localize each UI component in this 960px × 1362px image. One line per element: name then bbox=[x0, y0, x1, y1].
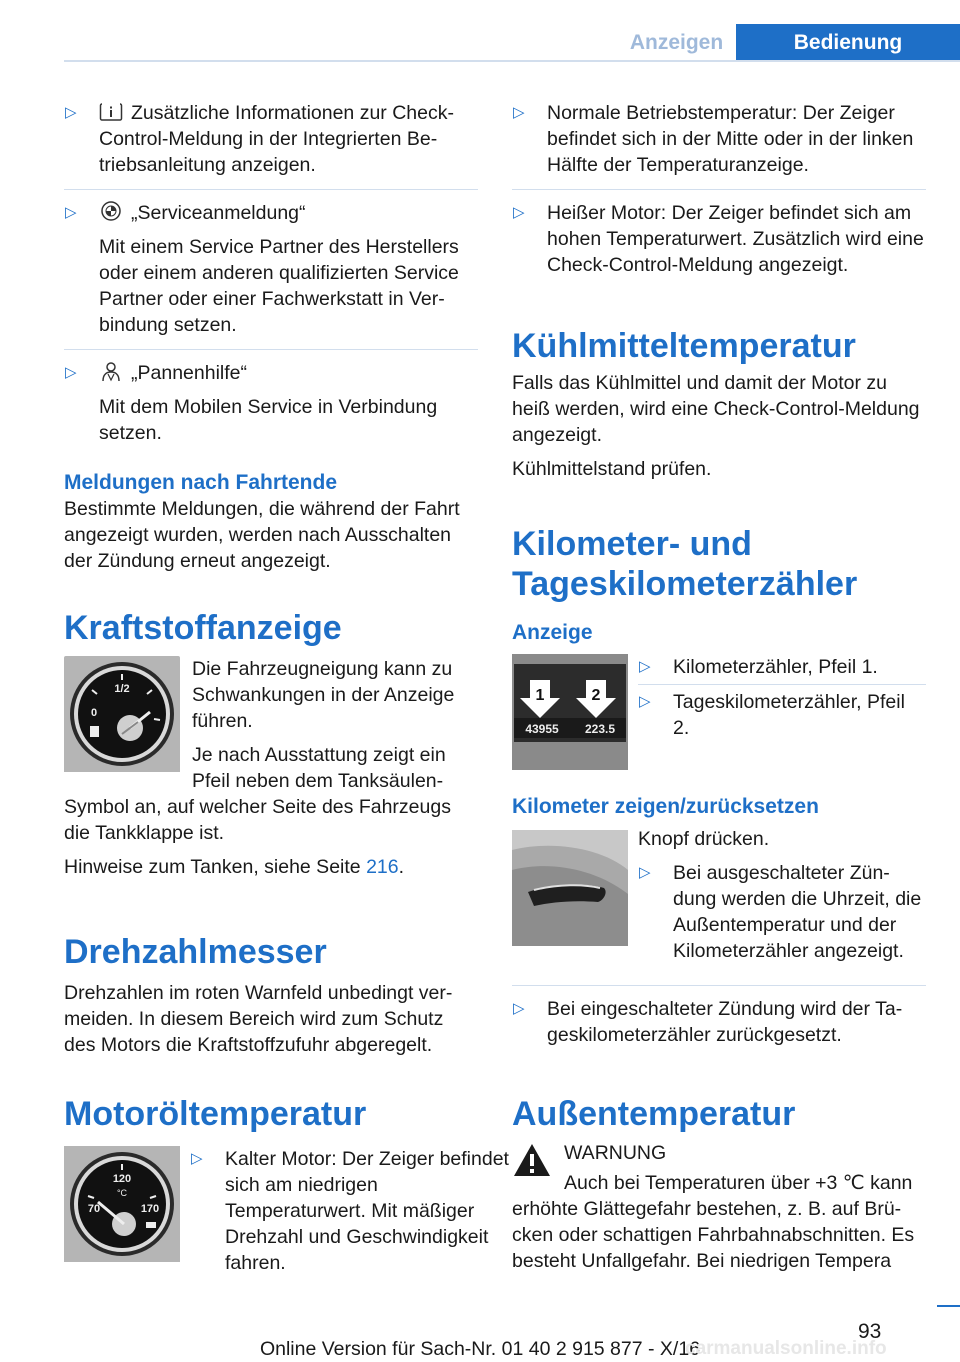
fuel-gauge-empty-label: 0 bbox=[90, 707, 98, 719]
header-rule bbox=[64, 60, 960, 62]
kraftstoff-p3: Hinweise zum Tanken, siehe Seite 216. bbox=[64, 856, 405, 878]
warning-text: Auch bei Temperaturen über +3 ℃ kann erhöhte Glättegefahr bestehen, z. B. auf Brücken oder schattigen Fahrbahnabschnitten. Es besteht Unfallgefahr. Bei niedrigen Tempera bbox=[512, 1172, 915, 1272]
list-item bbox=[64, 100, 478, 178]
arrow-2-label: 2 bbox=[591, 687, 601, 704]
oil-gauge-high-label: 170 bbox=[140, 1203, 160, 1215]
drehzahl-text: Drehzahlen im roten Warnfeld unbedingt vermeiden. In diesem Bereich wird zum Schutz des Motors die Kraftstoffzufuhr abgeregelt. bbox=[64, 982, 453, 1056]
hot-engine-text: Heißer Motor: Der Zeiger befindet sich am hohen Temperaturwert. Zusätzlich wird eine Check-Control-Meldung angezeigt. bbox=[547, 202, 924, 276]
arrow-1-label: 1 bbox=[535, 687, 545, 704]
list-item bbox=[64, 200, 478, 338]
left-column bbox=[64, 100, 509, 1274]
service-title: „Serviceanmeldung“ bbox=[131, 202, 306, 224]
fuel-gauge-half-label: 1/2 bbox=[114, 683, 130, 695]
section-heading-meldungen: Meldungen nach Fahrtende bbox=[64, 471, 338, 494]
oil-gauge-unit-label: °C bbox=[116, 1188, 128, 1198]
list-item bbox=[638, 654, 926, 680]
reset-intro: Knopf drücken. bbox=[638, 828, 770, 850]
list-item bbox=[512, 200, 926, 278]
section-heading-motoroel: Motoröltemperatur bbox=[64, 1095, 367, 1133]
footer-text: Online Version für Sach-Nr. 01 40 2 915 877 - X/16 bbox=[259, 1338, 701, 1360]
section-heading-kuehlmittel: Kühlmitteltemperatur bbox=[512, 327, 856, 365]
reset-button-image bbox=[512, 830, 628, 953]
bmw-service-icon bbox=[99, 200, 123, 222]
trip-value: 223.5 bbox=[584, 722, 616, 736]
info-item-text: Zusätzliche Informationen zur Check-Control-Meldung in der Integrierten Betriebsanleitung anzeigen. bbox=[99, 102, 454, 176]
list-item bbox=[64, 360, 478, 446]
triangle-bullet-icon: ▷ bbox=[639, 864, 651, 881]
reset-item-on: Bei eingeschalteter Zündung wird der Tageskilometerzähler zurückgesetzt. bbox=[547, 998, 903, 1046]
odometer-value: 43955 bbox=[525, 722, 559, 736]
list-item bbox=[638, 689, 926, 741]
section-heading-drehzahl: Drehzahlmesser bbox=[64, 933, 327, 971]
right-column bbox=[512, 100, 926, 1282]
triangle-bullet-icon: ▷ bbox=[65, 364, 77, 381]
divider bbox=[512, 189, 926, 190]
kraftstoff-p1: Die Fahrzeugneigung kann zu Schwankungen in der Anzeige führen. bbox=[192, 658, 455, 732]
odometer-display-image bbox=[512, 654, 628, 777]
service-text: Mit einem Service Partner des Herstellers oder einem anderen qualifizierten Service Partner oder einer Fachwerkstatt in Verbindung setzen. bbox=[99, 236, 459, 336]
triangle-bullet-icon: ▷ bbox=[65, 204, 77, 221]
pannenhilfe-title: „Pannenhilfe“ bbox=[131, 362, 247, 384]
kraftstoff-p2: Je nach Ausstattung zeigt ein Pfeil neben dem Tanksäulen-Symbol an, auf welcher Seite des Fahrzeugs die Tankklappe ist. bbox=[64, 744, 451, 844]
triangle-bullet-icon: ▷ bbox=[513, 104, 525, 121]
tab-bedienung[interactable]: Bedienung bbox=[736, 24, 960, 62]
tab-anzeigen[interactable]: Anzeigen bbox=[629, 31, 724, 54]
km-item-2: Tageskilometerzähler, Pfeil 2. bbox=[673, 691, 905, 739]
triangle-bullet-icon: ▷ bbox=[513, 204, 525, 221]
kuehl-p1: Falls das Kühlmittel und damit der Motor zu heiß werden, wird eine Check-Control-Meldung angezeigt. bbox=[512, 372, 920, 446]
footer-rule bbox=[937, 1305, 960, 1307]
pannenhilfe-text: Mit dem Mobilen Service in Verbindung setzen. bbox=[99, 396, 438, 444]
triangle-bullet-icon: ▷ bbox=[65, 104, 77, 121]
oil-gauge-mid-label: 120 bbox=[112, 1173, 132, 1185]
sub-heading-reset: Kilometer zeigen/zurücksetzen bbox=[512, 795, 819, 818]
warning-icon bbox=[512, 1142, 552, 1178]
sub-heading-anzeige: Anzeige bbox=[512, 621, 593, 644]
watermark: carmanualsonline.info bbox=[685, 1338, 887, 1359]
meldungen-text: Bestimmte Meldungen, die während der Fahrt angezeigt wurden, werden nach Ausschalten der Zündung erneut angezeigt. bbox=[64, 498, 460, 572]
normal-temp-text: Normale Betriebstemperatur: Der Zeiger befindet sich in der Mitte oder in der linken Hälfte der Temperaturanzeige. bbox=[547, 102, 914, 176]
divider bbox=[512, 985, 926, 986]
reset-item-off: Bei ausgeschalteter Zündung werden die Uhrzeit, die Außentemperatur und der Kilometerzähler angezeigt. bbox=[673, 862, 922, 962]
list-item bbox=[512, 996, 926, 1048]
triangle-bullet-icon: ▷ bbox=[639, 693, 651, 710]
warning-label: WARNUNG bbox=[564, 1142, 667, 1164]
oil-temp-gauge-image bbox=[64, 1146, 180, 1269]
warning-box bbox=[512, 1140, 926, 1166]
page-number: 93 bbox=[858, 1320, 882, 1343]
list-item bbox=[638, 860, 926, 964]
divider bbox=[64, 349, 478, 350]
divider bbox=[64, 189, 478, 190]
list-item bbox=[190, 1146, 513, 1276]
roadside-assistance-icon bbox=[99, 360, 123, 382]
triangle-bullet-icon: ▷ bbox=[639, 658, 651, 675]
triangle-bullet-icon: ▷ bbox=[513, 1000, 525, 1017]
triangle-bullet-icon: ▷ bbox=[191, 1150, 203, 1167]
oil-gauge-low-label: 70 bbox=[87, 1203, 101, 1215]
divider bbox=[638, 684, 926, 685]
km-item-1: Kilometerzähler, Pfeil 1. bbox=[673, 656, 878, 678]
page-header bbox=[0, 0, 960, 62]
list-item bbox=[512, 100, 926, 178]
page-link[interactable]: 216 bbox=[366, 856, 399, 878]
section-heading-kraftstoff: Kraftstoffanzeige bbox=[64, 609, 342, 647]
kuehl-p2: Kühlmittelstand prüfen. bbox=[512, 458, 712, 480]
section-heading-kilometer: Kilometer- und Tageskilometerzähler bbox=[512, 525, 858, 603]
fuel-gauge-image bbox=[64, 656, 180, 779]
info-icon bbox=[99, 102, 123, 122]
section-heading-aussentemperatur: Außentemperatur bbox=[512, 1095, 796, 1133]
oil-cold-text: Kalter Motor: Der Zeiger befindet sich am niedrigen Temperaturwert. Mit mäßiger Drehzahl und Geschwindigkeit fahren. bbox=[225, 1148, 509, 1274]
